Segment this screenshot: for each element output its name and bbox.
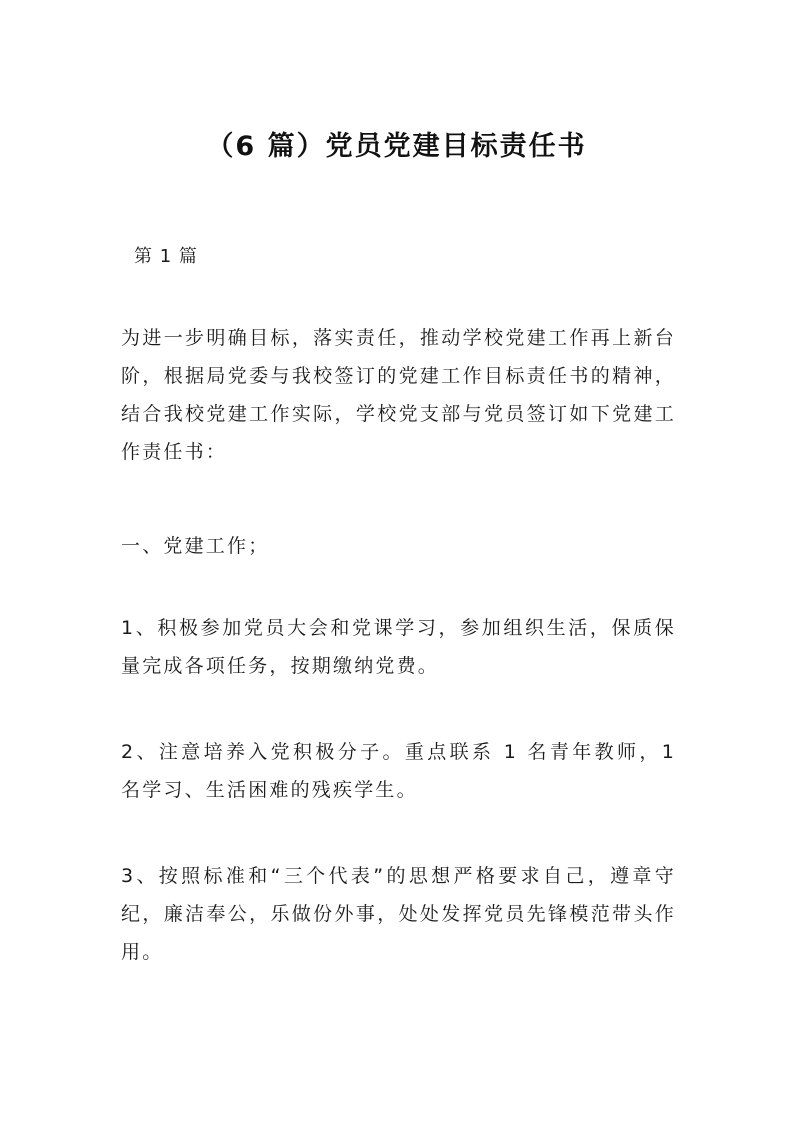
list-item-3: 3、按照标准和“三个代表”的思想严格要求自己，遵章守纪，廉洁奉公，乐做份外事，处处发挥党员先锋模范带头作用。: [121, 865, 676, 963]
chapter-label: 第 1 篇: [134, 246, 198, 267]
list-item-2: 2、注意培养入党积极分子。重点联系 1 名青年教师，1 名学习、生活困难的残疾学生。: [121, 741, 676, 801]
list-item-1: 1、积极参加党员大会和党课学习，参加组织生活，保质保量完成各项任务，按期缴纳党费。: [121, 617, 676, 677]
section-heading: 一、党建工作；: [121, 535, 270, 557]
paragraph-intro: 为进一步明确目标，落实责任，推动学校党建工作再上新台阶，根据局党委与我校签订的党建工作目标责任书的精神，结合我校党建工作实际，学校党支部与党员签订如下党建工作责任书：: [121, 327, 676, 463]
document-title: （6 篇）党员党建目标责任书: [206, 131, 587, 162]
